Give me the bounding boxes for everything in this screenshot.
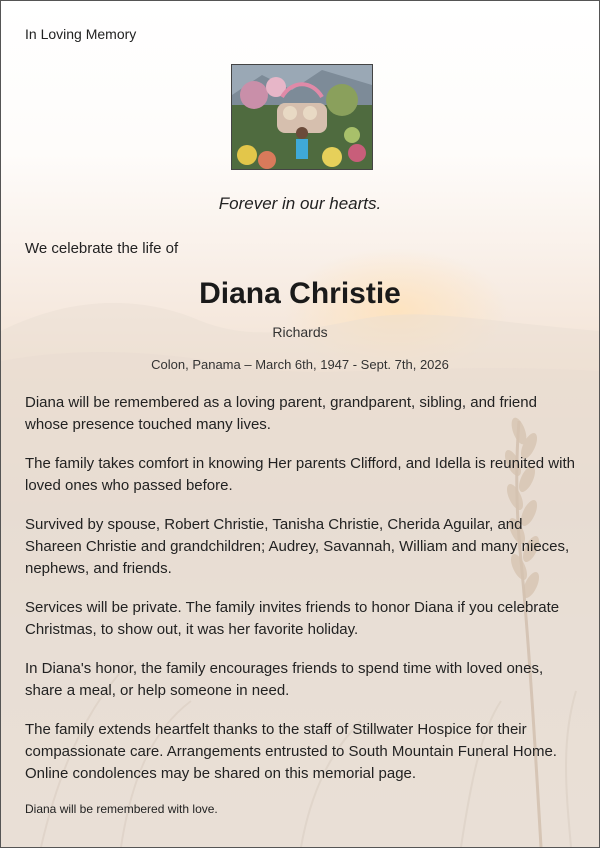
memorial-photo xyxy=(231,64,373,170)
paragraph: Diana will be remembered as a loving parent, grandparent, sibling, and friend whose presence touched many lives. xyxy=(25,394,537,433)
deceased-name: Diana Christie xyxy=(199,277,401,310)
paragraph: In Diana's honor, the family encourages friends to spend time with loved ones, share a meal, or help someone in need. xyxy=(25,660,544,699)
paragraph: The family extends heartfelt thanks to the staff of Stillwater Hospice for their compassionate care. Arrangements entrusted to South Mountain Funeral Home. Online condolences may be shared on this memorial page. xyxy=(25,721,557,782)
paragraph: The family takes comfort in knowing Her parents Clifford, and Idella is reunited with loved ones who passed before. xyxy=(25,455,575,494)
maiden-name: Richards xyxy=(272,324,328,340)
place-and-dates: Colon, Panama – March 6th, 1947 - Sept. 7th, 2026 xyxy=(151,357,449,372)
memorial-title: In Loving Memory xyxy=(25,26,137,42)
paragraph: Services will be private. The family invites friends to honor Diana if you celebrate Christmas, to show out, it was her favorite holiday. xyxy=(25,599,560,638)
obituary-body xyxy=(25,392,577,802)
paragraph: Survived by spouse, Robert Christie, Tanisha Christie, Cherida Aguilar, and Shareen Christie and grandchildren; Audrey, Savannah, William and many nieces, nephews, and friends. xyxy=(25,516,570,577)
memorial-motto: Forever in our hearts. xyxy=(218,194,382,213)
closing-line: Diana will be remembered with love. xyxy=(25,802,218,816)
photo-image xyxy=(232,65,372,169)
intro-line: We celebrate the life of xyxy=(25,240,179,257)
